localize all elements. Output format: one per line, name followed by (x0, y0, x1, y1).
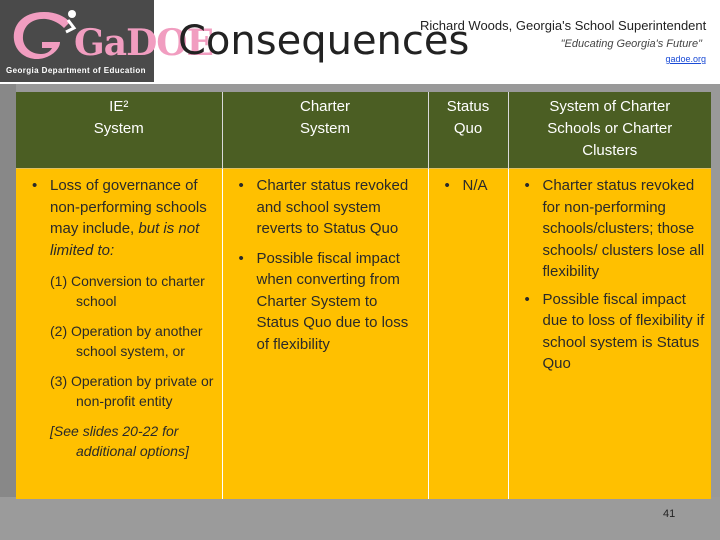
left-strip (0, 84, 16, 540)
body-row (16, 169, 711, 500)
slide-header (0, 0, 720, 84)
header-ie2-system (16, 92, 222, 169)
gadoe-logo (0, 0, 214, 82)
option-item: (2) Operation by another school system, or (50, 323, 203, 359)
consequences-table (16, 92, 711, 499)
motto: "Educating Georgia's Future" (560, 38, 702, 50)
georgia-swoosh-icon (8, 6, 80, 66)
header-system-of-charter (508, 92, 711, 169)
logo-subtitle: Georgia Department of Education (6, 66, 146, 75)
header-label-line: Schools or Charter (547, 120, 673, 137)
header-label-line: System (299, 120, 350, 137)
bullet-item (22, 175, 216, 261)
gadoe-link[interactable]: gadoe.org (665, 54, 706, 64)
option-item: (3) Operation by private or non-profit entity (50, 373, 214, 409)
bottom-strip (0, 497, 720, 540)
header-label-line: System (93, 120, 144, 137)
header-label-line: Clusters (582, 142, 638, 159)
header-label-line: Quo (453, 120, 483, 137)
header-status-quo (428, 92, 508, 169)
header-charter-system (222, 92, 428, 169)
superintendent-line: Richard Woods, Georgia's School Superintendent (420, 18, 707, 33)
header-label-line: Charter (299, 98, 351, 115)
bullet-text-italic: but is not limited to: (50, 220, 200, 259)
header-label-line: System of Charter (549, 98, 671, 115)
header-label-line: IE² (109, 98, 129, 115)
option-note: [See slides 20-22 for additional options] (50, 423, 189, 459)
bullet-text: Loss of governance of non-performing schools may include, (50, 177, 207, 237)
logo-wordmark: GaDOE (74, 22, 214, 64)
bullet-item: • Possible fiscal impact due to loss of flexibility if school system is Status Quo (515, 289, 706, 375)
option-item: (1) Conversion to charter school (50, 273, 205, 309)
header-row (16, 92, 711, 169)
cell-ie2-system (16, 169, 222, 500)
cell-status-quo (428, 169, 508, 500)
header-label-line: Status (446, 98, 490, 115)
cell-charter-system (222, 169, 428, 500)
cell-system-of-charter (508, 169, 711, 500)
bullet-item: • Possible fiscal impact when converting from Charter System to Status Quo due to loss of flexibility (229, 248, 422, 356)
slide-title: Consequences (178, 18, 470, 64)
bullet-item: • Charter status revoked and school system reverts to Status Quo (229, 175, 422, 240)
bullet-item: • N/A (435, 175, 502, 197)
bullet-item: • Charter status revoked for non-performing schools/clusters; those schools/ clusters lose all flexibility (515, 175, 706, 283)
page-number: 41 (663, 508, 676, 520)
